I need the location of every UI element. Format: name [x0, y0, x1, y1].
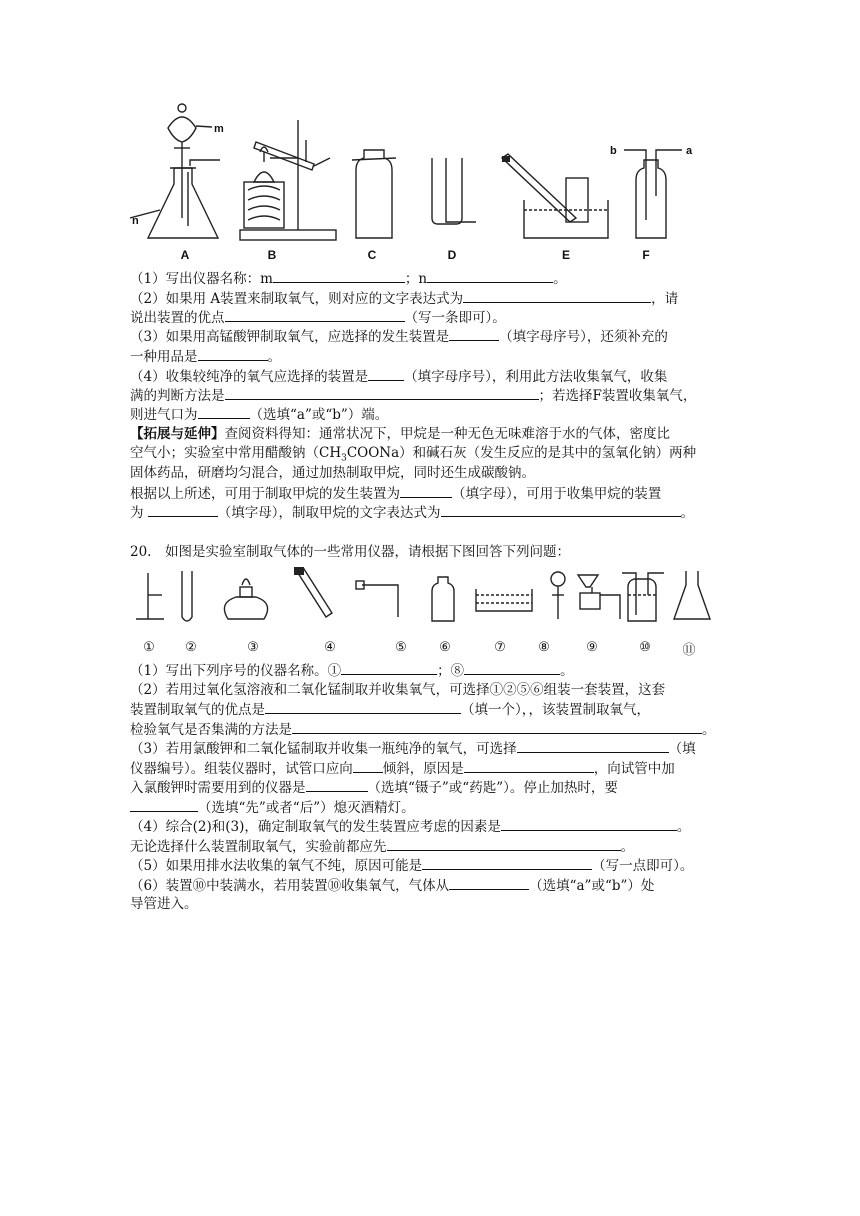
q20-line-3: 装置制取氧气的优点是 （填一个），，该装置制取氧气，: [130, 702, 650, 718]
instrument-9-flask-funnel: [578, 575, 620, 619]
q19-line-7: 满的判断方法是 ；若选择F装置收集氧气，: [130, 388, 697, 404]
num-10: ⑩: [639, 639, 651, 654]
letter-e: E: [561, 248, 570, 262]
letter-d: D: [447, 248, 457, 262]
q20-line-11: （5）如果用排水法收集的氧气不纯，原因可能是 （写一点即可）。: [130, 858, 694, 874]
instrument-7-water-trough: [476, 589, 532, 611]
q20-line-10: 无论选择什么装置制取氧气，实验前都应先 。: [130, 839, 634, 855]
label-a: a: [686, 145, 693, 157]
q20-title: 20. 如图是实验室制取气体的一些常用仪器，请根据下图回答下列问题：: [130, 544, 570, 560]
instrument-11-conical-flask: [674, 571, 710, 619]
num-9: ⑨: [586, 639, 598, 654]
instrument-2-test-tube: [182, 571, 192, 621]
num-5: ⑤: [395, 639, 407, 654]
q19-line-6: （4）收集较纯净的氧气应选择的装置是 （填字母序号），利用此方法收集氧气，收集: [130, 369, 668, 385]
q19-line-13: 为 （填字母），制取甲烷的文字表达式为 。: [130, 505, 695, 521]
q20-line-8: （选填“先”或者“后”）熄灭酒精灯。: [130, 798, 415, 817]
num-6: ⑥: [439, 639, 451, 654]
q19-line-3: 说出装置的优点 （写一条即可）。: [130, 310, 506, 326]
apparatus-figure-2: [130, 565, 730, 637]
label-m: m: [214, 123, 224, 135]
instrument-4-tube-with-stopper: [294, 567, 332, 617]
num-4: ④: [324, 639, 336, 654]
instrument-10-wash-bottle: [622, 573, 664, 621]
num-1: ①: [143, 639, 155, 654]
num-3: ③: [247, 639, 259, 654]
q20-line-12: （6）装置⑩中装满水，若用装置⑩收集氧气，气体从 （选填“a”或“b”）处: [130, 878, 655, 894]
q20-line-6: 仪器编号）。组装仪器时，试管口应向 倾斜，原因是 ，向试管中加: [130, 761, 675, 777]
apparatus-d-downward-collection: [432, 158, 476, 224]
letter-a: A: [180, 248, 190, 262]
q19-line-9: 【拓展与延伸】查阅资料得知：通常状况下，甲烷是一种无色无味难溶于水的气体，密度比: [130, 426, 670, 442]
q20-line-9: （4）综合(2)和(3)，确定制取氧气的发生装置应考虑的因素是 。: [130, 819, 691, 835]
num-7: ⑦: [494, 639, 506, 654]
q20-line-5: （3）若用氯酸钾和二氧化锰制取并收集一瓶纯净的氧气，可选择 （填: [130, 741, 696, 757]
label-n: n: [132, 215, 139, 227]
instrument-1-iron-stand: [136, 573, 164, 619]
instrument-6-gas-bottle: [432, 577, 454, 621]
q19-line-4: （3）如果用高锰酸钾制取氧气，应选择的发生装置是 （填字母序号），还须补充的: [130, 329, 668, 345]
q19-line-2: （2）如果用 A装置来制取氧气，则对应的文字表达式为 ，请: [130, 291, 679, 307]
letter-f: F: [642, 248, 650, 262]
apparatus-f-wash-bottle: [610, 145, 693, 238]
q19-line-5: 一种用品是 。: [130, 349, 281, 365]
instrument-3-alcohol-lamp: [224, 579, 267, 619]
apparatus-b-heating-setup: [240, 120, 336, 240]
q20-line-4: 检验氧气是否集满的方法是 。: [130, 722, 716, 738]
num-11: ⑪: [682, 642, 696, 657]
q19-line-8: 则进气口为 （选填“a”或“b”）端。: [130, 407, 389, 423]
apparatus-figure-1: [130, 100, 730, 265]
num-8: ⑧: [538, 639, 550, 654]
apparatus-a-flask-funnel: [130, 104, 224, 238]
q19-line-1: （1）写出仪器名称：m ；n 。: [130, 271, 567, 287]
q20-line-7: 入氯酸钾时需要用到的仪器是 （选填“镊子”或“药匙”）。停止加热时，要: [130, 780, 618, 796]
q19-line-10: 空气小；实验室中常用醋酸钠$(CH_3COONa)$和碱石灰（发生反应的是其中的氢氧化钠）两种: [130, 445, 697, 464]
instrument-5-delivery-tube: [356, 581, 398, 617]
q19-line-12: 根据以上所述，可用于制取甲烷的发生装置为 （填字母），可用于收集甲烷的装置: [130, 486, 662, 502]
letter-c: C: [367, 248, 377, 262]
q20-line-2: （2）若用过氧化氢溶液和二氧化锰制取并收集氧气，可选择①②⑤⑥组装一套装置，这套: [130, 682, 666, 698]
num-2: ②: [185, 639, 197, 654]
instrument-8-separatory-funnel: [551, 572, 565, 619]
label-b: b: [610, 145, 617, 157]
q20-line-13: 导管进入。: [130, 896, 198, 912]
letter-b: B: [267, 248, 277, 262]
apparatus-e-water-trough: [502, 154, 608, 238]
apparatus-c-gas-bottle: [352, 150, 396, 238]
q20-line-1: （1）写出下列序号的仪器名称。① ；⑧ 。: [130, 663, 574, 679]
q19-line-11: 固体药品，研磨均匀混合，通过加热制取甲烷，同时还生成碳酸钠。: [130, 465, 535, 481]
